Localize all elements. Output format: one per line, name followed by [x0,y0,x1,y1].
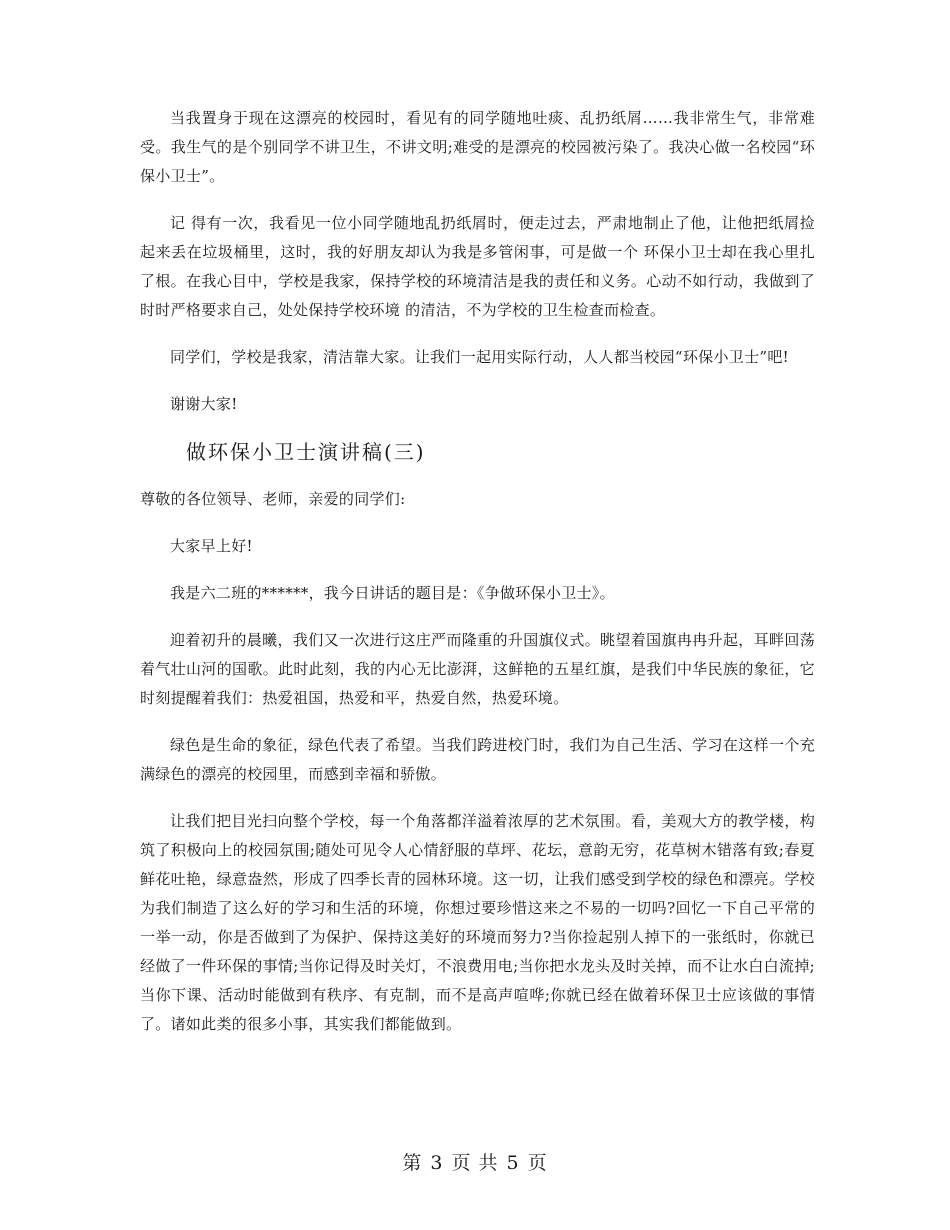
paragraph: 同学们，学校是我家，清洁靠大家。让我们一起用实际行动，人人都当校园“环保小卫士”吧! [170,348,789,366]
paragraph: 迎着初升的晨曦，我们又一次进行这庄严而隆重的升国旗仪式。眺望着国旗冉冉升起，耳畔回荡着气壮山河的国歌。此时此刻，我的内心无比澎湃，这鲜艳的五星红旗，是我们中华民族的象征，它时刻提醒着我们：热爱祖国，热爱和平，热爱自然，热爱环境。 [140,631,815,707]
footer-suffix: 页 [527,1152,548,1174]
paragraph: 谢谢大家! [170,395,238,413]
paragraph: 当我置身于现在这漂亮的校园时，看见有的同学随地吐痰、乱扔纸屑……我非常生气，非常难受。我生气的是个别同学不讲卫生，不讲文明;难受的是漂亮的校园被污染了。我决心做一名校园“环保小卫士”。 [140,109,815,185]
footer-total-pages: 5 [506,1152,520,1174]
paragraph: 记 得有一次，我看见一位小同学随地乱扔纸屑时，便走过去，严肃地制止了他，让他把纸屑捡起来丢在垃圾桶里，这时，我的好朋友却认为我是多管闲事，可是做一个 环保小卫士却在我心里扎了根。在我心目中，学校是我家，保持学校的环境清洁是我的责任和义务。心动不如行动，我做到了时时严格要求自己，处处保持学校环境 的清洁，不为学校的卫生检查而检查。 [140,214,815,319]
paragraph: 大家早上好! [170,537,253,555]
paragraph: 我是六二班的******，我今日讲话的题目是：《争做环保小卫士》。 [170,584,615,602]
section-title: 做环保小卫士演讲稿(三) [186,440,426,464]
paragraph: 让我们把目光扫向整个学校，每一个角落都洋溢着浓厚的艺术氛围。看，美观大方的教学楼，构筑了积极向上的校园氛围;随处可见令人心情舒服的草坪、花坛，意韵无穷，花草树木错落有致;春夏鲜花吐艳，绿意盎然，形成了四季长青的园林环境。这一切，让我们感受到学校的绿色和漂亮。学校为我们制造了这么好的学习和生活的环境，你想过要珍惜这来之不易的一切吗?回忆一下自己平常的一举一动，你是否做到了为保护、保持这美好的环境而努力?当你捡起别人掉下的一张纸时，你就已经做了一件环保的事情;当你记得及时关灯，不浪费用电;当你把水龙头及时关掉，而不让水白白流掉;当你下课、活动时能做到有秩序、有克制，而不是高声喧哗;你就已经在做着环保卫士应该做的事情了。诸如此类的很多小事，其实我们都能做到。 [140,812,815,1033]
footer-prefix: 第 [402,1152,423,1174]
page-footer [0,1148,950,1175]
footer-page-number: 3 [430,1152,444,1174]
footer-middle: 页 共 [451,1152,499,1174]
salutation: 尊敬的各位领导、老师，亲爱的同学们: [140,490,406,508]
paragraph: 绿色是生命的象征，绿色代表了希望。当我们跨进校门时，我们为自己生活、学习在这样一个充满绿色的漂亮的校园里，而感到幸福和骄傲。 [140,736,815,783]
document-body [140,104,815,1057]
